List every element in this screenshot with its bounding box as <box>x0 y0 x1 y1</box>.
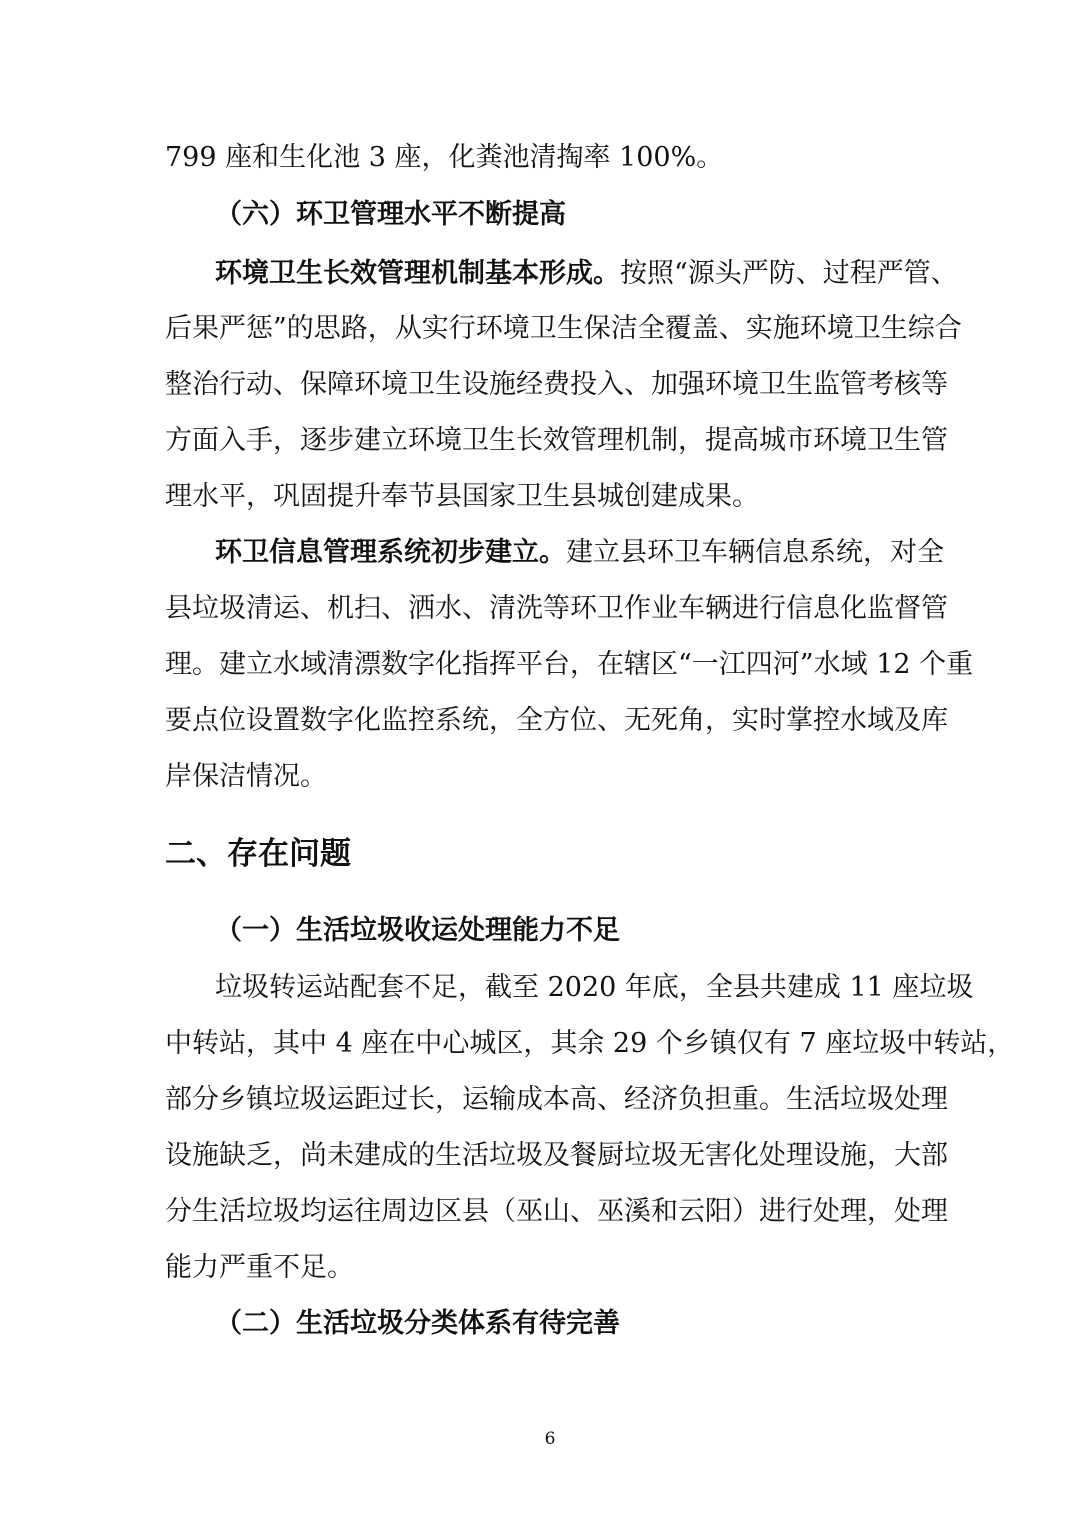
subsection-heading-6: （六）环卫管理水平不断提高 <box>215 199 566 230</box>
subsection-heading-2: （二）生活垃圾分类体系有待完善 <box>215 1308 620 1339</box>
paragraph-line: 设施缺乏，尚未建成的生活垃圾及餐厨垃圾无害化处理设施，大部 <box>165 1140 948 1171</box>
paragraph-line: 中转站，其中 4 座在中心城区，其余 29 个乡镇仅有 7 座垃圾中转站， <box>165 1028 1015 1059</box>
page-number: 6 <box>544 1429 556 1449</box>
paragraph-line: 整治行动、保障环境卫生设施经费投入、加强环境卫生监管考核等 <box>165 369 948 400</box>
paragraph-line <box>215 535 944 571</box>
paragraph-text: 建立县环卫车辆信息系统，对全 <box>566 537 944 568</box>
section-heading: 二、存在问题 <box>165 836 351 872</box>
paragraph-line: 要点位设置数字化监控系统，全方位、无死角，实时掌控水域及库 <box>165 705 948 736</box>
paragraph-line: 后果严惩”的思路，从实行环境卫生保洁全覆盖、实施环境卫生综合 <box>165 313 962 344</box>
paragraph-line: 分生活垃圾均运往周边区县（巫山、巫溪和云阳）进行处理，处理 <box>165 1196 948 1227</box>
paragraph-line <box>215 256 958 292</box>
paragraph-line: 方面入手，逐步建立环境卫生长效管理机制，提高城市环境卫生管 <box>165 425 948 456</box>
paragraph-line: 能力严重不足。 <box>165 1252 354 1283</box>
paragraph-lead: 环卫信息管理系统初步建立。 <box>215 537 566 568</box>
paragraph-line: 岸保洁情况。 <box>165 761 327 792</box>
paragraph-line: 垃圾转运站配套不足，截至 2020 年底，全县共建成 11 座垃圾 <box>215 972 974 1003</box>
paragraph-line: 部分乡镇垃圾运距过长，运输成本高、经济负担重。生活垃圾处理 <box>165 1084 948 1115</box>
paragraph-text: 按照“源头严防、过程严管、 <box>620 258 958 289</box>
paragraph-lead: 环境卫生长效管理机制基本形成。 <box>215 258 620 289</box>
paragraph-line: 县垃圾清运、机扫、洒水、清洗等环卫作业车辆进行信息化监督管 <box>165 593 948 624</box>
paragraph-line: 799 座和生化池 3 座，化粪池清掏率 100%。 <box>165 142 724 173</box>
paragraph-line: 理。建立水域清漂数字化指挥平台，在辖区“一江四河”水域 12 个重 <box>165 649 974 680</box>
paragraph-line: 理水平，巩固提升奉节县国家卫生县城创建成果。 <box>165 481 759 512</box>
subsection-heading-1: （一）生活垃圾收运处理能力不足 <box>215 915 620 946</box>
